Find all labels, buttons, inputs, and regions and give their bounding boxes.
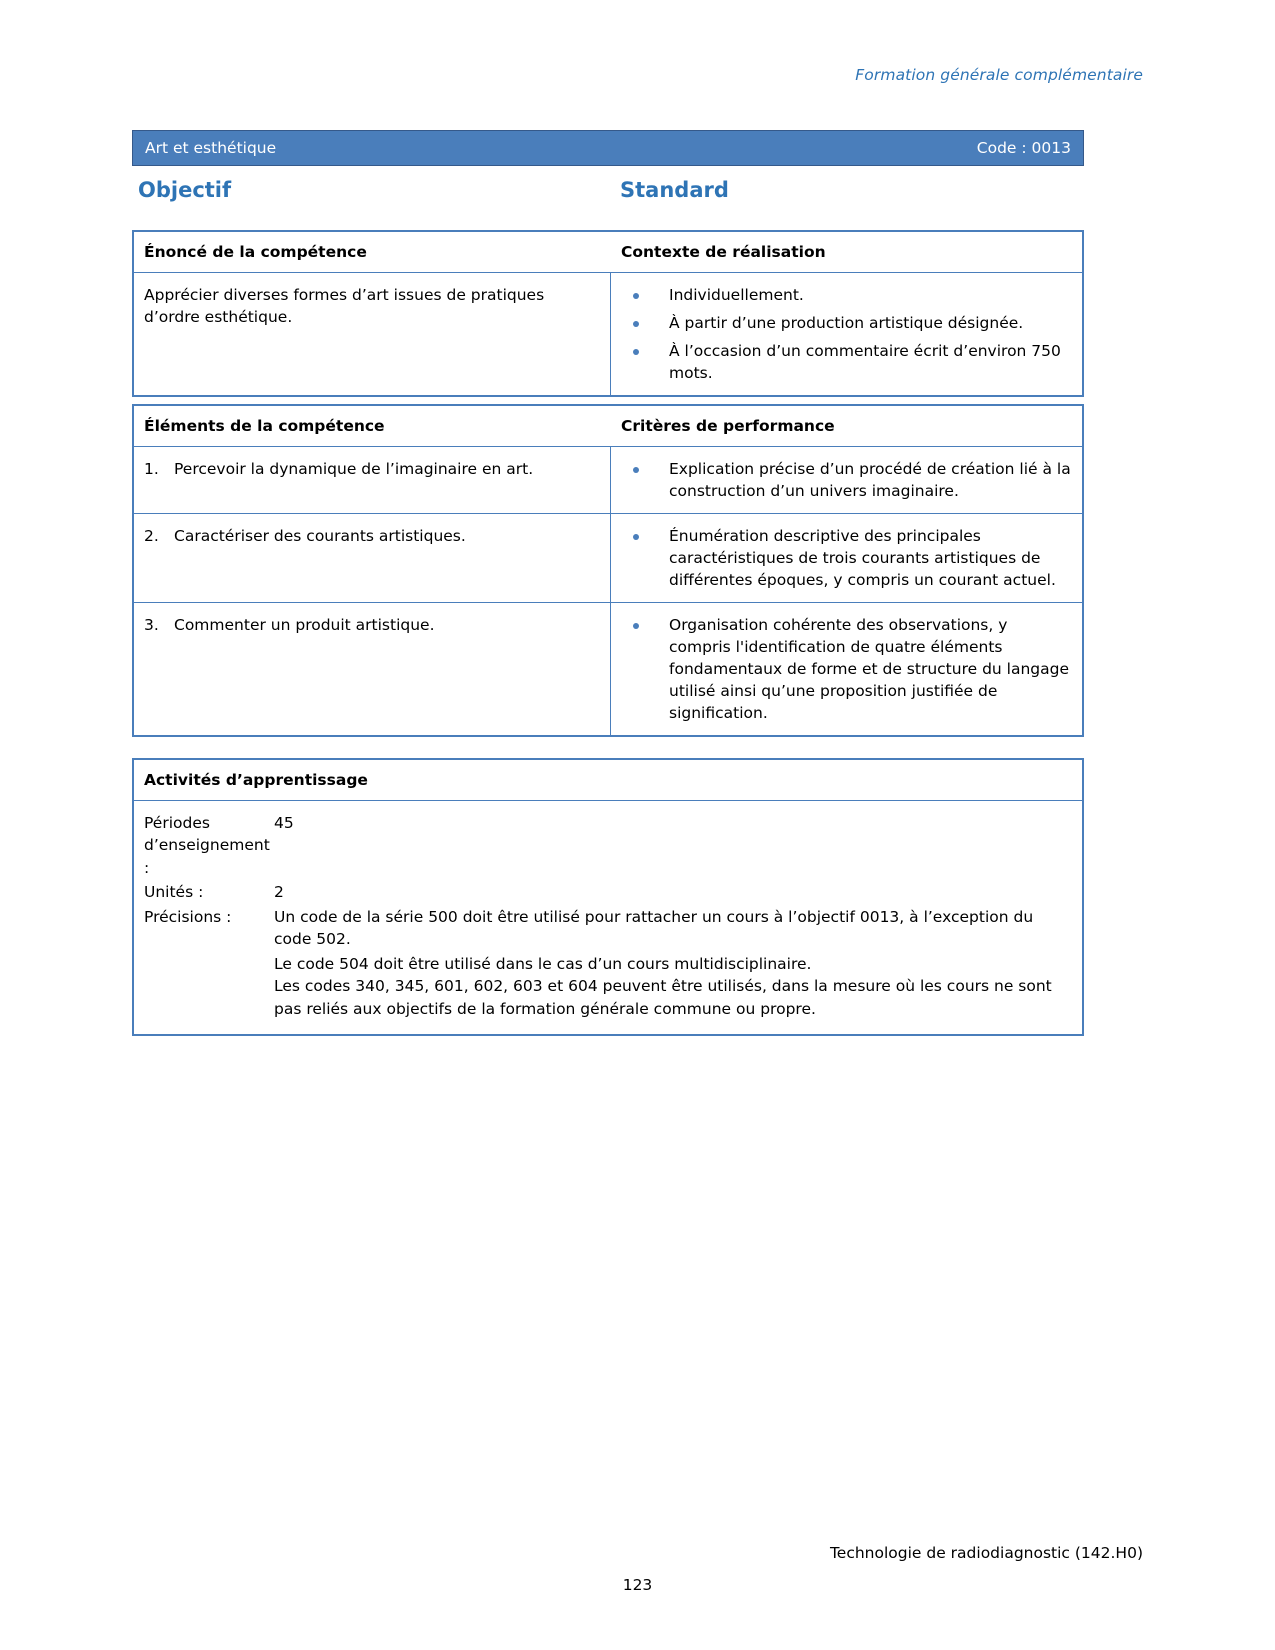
- competence-statement-text: Apprécier diverses formes d’art issues de pratiques d’ordre esthétique.: [144, 286, 545, 326]
- column-headings: [138, 178, 1090, 210]
- block2-header-row: [134, 406, 1082, 447]
- element-number: 3.: [144, 616, 159, 634]
- element-number: 1.: [144, 460, 159, 478]
- criteria-cell: [610, 603, 1082, 735]
- course-title-bar: [132, 130, 1084, 166]
- block2-header-left: Éléments de la compétence: [144, 417, 385, 435]
- activities-body: [134, 801, 1082, 1034]
- precisions-line: [144, 906, 1072, 951]
- criteria-cell: [610, 514, 1082, 602]
- heading-standard: Standard: [620, 178, 729, 202]
- periods-line: [144, 812, 1072, 879]
- units-value: 2: [274, 883, 284, 902]
- learning-activities-block: [132, 758, 1084, 1036]
- list-item: À partir d’une production artistique désignée.: [621, 312, 1072, 334]
- precisions-label: Précisions :: [144, 907, 232, 926]
- list-item: Énumération descriptive des principales caractéristiques de trois courants artistiques de différentes époques, y compris un courant actuel.: [621, 525, 1072, 591]
- element-text: Percevoir la dynamique de l’imaginaire en art.: [174, 460, 534, 478]
- course-title: Art et esthétique: [145, 139, 277, 157]
- list-item: Organisation cohérente des observations, y compris l'identification de quatre éléments fondamentaux de forme et de structure du langage utilisé ainsi qu’une proposition justifiée de signification.: [621, 614, 1072, 724]
- units-label: Unités :: [144, 883, 204, 902]
- element-cell: [134, 447, 610, 513]
- list-item: À l’occasion d’un commentaire écrit d’environ 750 mots.: [621, 340, 1072, 384]
- block1-header-left: Énoncé de la compétence: [144, 243, 367, 261]
- block3-header: Activités d’apprentissage: [144, 771, 368, 789]
- element-number: 2.: [144, 527, 159, 545]
- heading-objectif: Objectif: [138, 178, 232, 202]
- list-item: Explication précise d’un procédé de création lié à la construction d’un univers imaginaire.: [621, 458, 1072, 502]
- element-cell: [134, 603, 610, 735]
- element-text: Commenter un produit artistique.: [174, 616, 435, 634]
- precisions-text-2: Le code 504 doit être utilisé dans le cas d’un cours multidisciplinaire.: [274, 954, 812, 973]
- footer-program: Technologie de radiodiagnostic (142.H0): [829, 1544, 1143, 1562]
- units-line: [144, 881, 1072, 903]
- course-code: Code : 0013: [976, 139, 1071, 157]
- block1-header-right: Contexte de réalisation: [621, 243, 826, 261]
- element-text: Caractériser des courants artistiques.: [174, 527, 466, 545]
- precisions-text-1: Un code de la série 500 doit être utilisé pour rattacher un cours à l’objectif 0013, à l’exception du code 502.: [274, 907, 1034, 949]
- precisions-text-3: Les codes 340, 345, 601, 602, 603 et 604 peuvent être utilisés, dans la mesure où les cours ne sont pas reliés aux objectifs de la formation générale commune ou propre.: [274, 977, 1052, 1018]
- competence-elements-block: [132, 404, 1084, 737]
- criteria-cell: [610, 447, 1082, 513]
- periods-value: 45: [274, 814, 294, 832]
- list-item: Individuellement.: [621, 284, 1072, 306]
- page-number: 123: [622, 1576, 653, 1594]
- block1-header-row: [134, 232, 1082, 273]
- context-list: [610, 273, 1082, 395]
- competence-statement-block: [132, 230, 1084, 397]
- table-row: [134, 514, 1082, 603]
- running-head: Formation générale complémentaire: [855, 66, 1143, 84]
- table-row: [134, 447, 1082, 514]
- table-row: [134, 603, 1082, 735]
- block1-content-row: [134, 273, 1082, 395]
- block2-header-right: Critères de performance: [621, 417, 835, 435]
- block3-header-row: [134, 760, 1082, 801]
- periods-label: Périodes d’enseignement :: [144, 814, 270, 877]
- element-cell: [134, 514, 610, 602]
